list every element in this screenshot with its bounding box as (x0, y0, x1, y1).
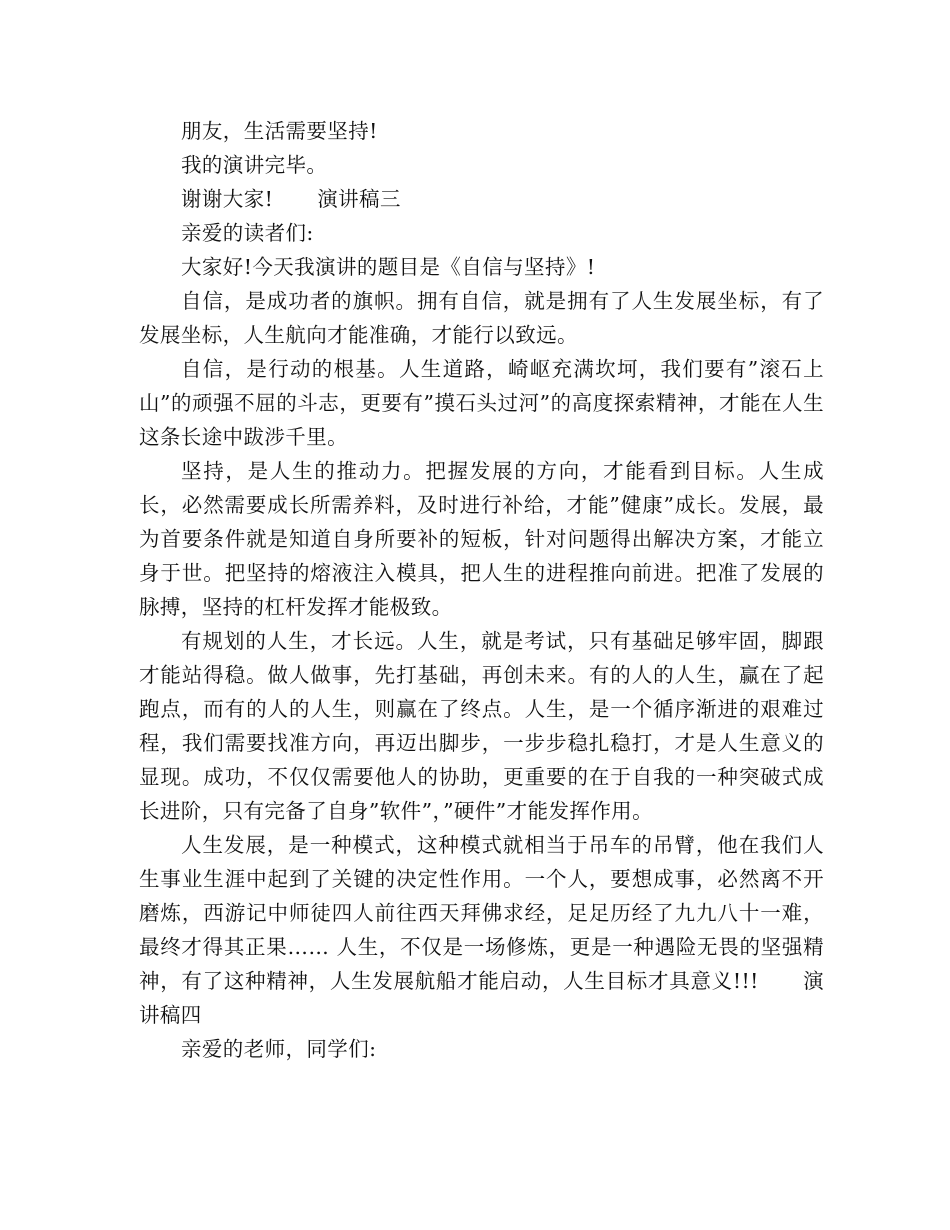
paragraph-confidence-foundation: 自信，是行动的根基。人生道路，崎岖充满坎坷，我们要有”滚石上山”的顽强不屈的斗志，更要有”摸石头过河”的高度探索精神，才能在人生这条长途中跋涉千里。 (139, 357, 824, 449)
paragraph-closing-line: 朋友，生活需要坚持! (181, 119, 378, 143)
paragraph-thanks-with-heading (139, 182, 824, 216)
paragraph-life-development (139, 828, 824, 1032)
paragraph-planned-life: 有规划的人生，才长远。人生，就是考试，只有基础足够牢固，脚跟才能站得稳。做人做事，先打基础，再创未来。有的人的人生，赢在了起跑点，而有的人的人生，则赢在了终点。人生，是一个循序渐进的艰难过程，我们需要找准方向，再迈出脚步，一步步稳扎稳打，才是人生意义的显现。成功，不仅仅需要他人的协助，更重要的在于自我的一种突破式成长进阶，只有完备了自身”软件”，”硬件”才能发挥作用。 (139, 629, 824, 823)
heading-speech-three: 演讲稿三 (317, 187, 401, 211)
paragraph-topic-intro: 大家好!今天我演讲的题目是《自信与坚持》! (181, 255, 596, 279)
life-development-text: 人生发展，是一种模式，这种模式就相当于吊车的吊臂，他在我们人生事业生涯中起到了关键的决定性作用。一个人，要想成事，必然离不开磨炼，西游记中师徒四人前往西天拜佛求经，足足历经了九九八十一难，最终才得其正果…… 人生，不仅是一场修炼，更是一种遇险无畏的坚强精神，有了这种精神，人生发展航船才能启动，人生目标才具意义!!! (139, 833, 824, 993)
thanks-text: 谢谢大家! (181, 187, 274, 211)
paragraph-persistence-drive: 坚持，是人生的推动力。把握发展的方向，才能看到目标。人生成长，必然需要成长所需养料，及时进行补给，才能”健康”成长。发展，最为首要条件就是知道自身所要补的短板，针对问题得出解决方案，才能立身于世。把坚持的熔液注入模具，把人生的进程推向前进。把准了发展的脉搏，坚持的杠杆发挥才能极致。 (139, 459, 824, 619)
heading-speech-four: 演讲稿四 (139, 969, 824, 1027)
paragraph-confidence-flag: 自信，是成功者的旗帜。拥有自信，就是拥有了人生发展坐标，有了发展坐标，人生航向才能准确，才能行以致远。 (139, 289, 824, 347)
paragraph-speech-end: 我的演讲完毕。 (181, 153, 328, 177)
paragraph-greeting-readers: 亲爱的读者们: (181, 221, 314, 245)
paragraph-greeting-teachers: 亲爱的老师，同学们: (181, 1037, 377, 1061)
document-page (139, 114, 824, 1066)
